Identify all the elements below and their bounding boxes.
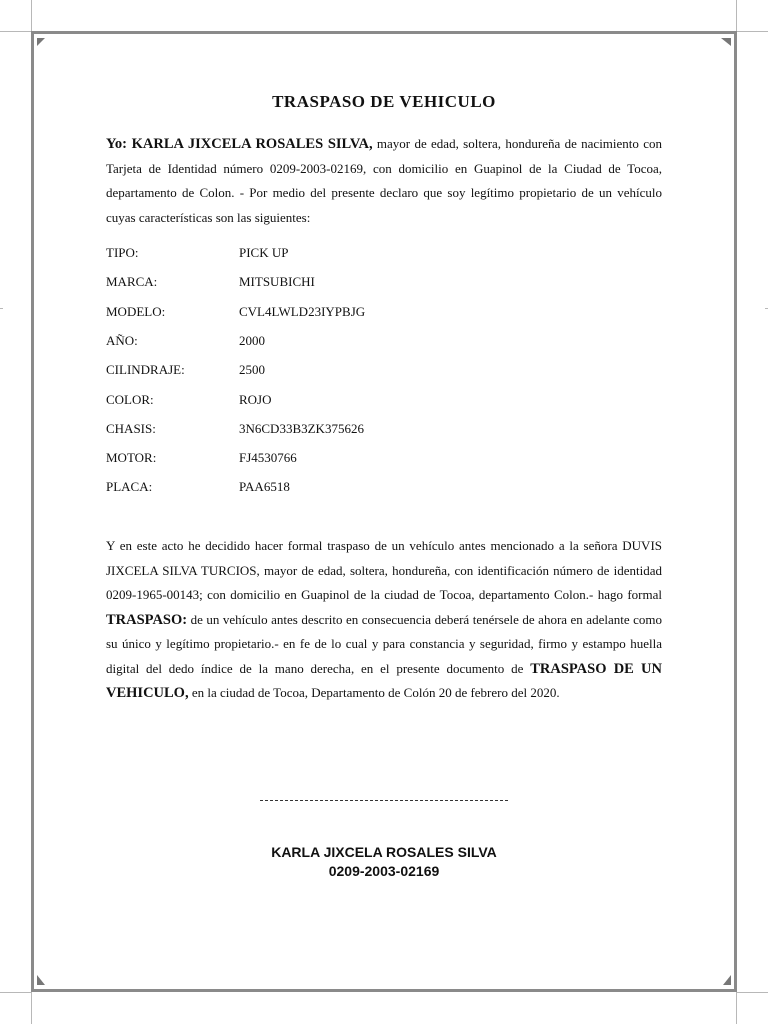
- vehicle-value: PICK UP: [239, 245, 289, 260]
- intro-text: mayor de edad, soltera, hondureña de nacimiento con Tarjeta de Identidad número 0209-2003-02169, con domicilio en Guapinol de la Ciudad de Tocoa, departamento de Colon. - Por medio del presente declaro que soy legítimo propietario de un vehículo cuyas características son las siguientes:: [106, 136, 663, 225]
- vehicle-value: 3N6CD33B3ZK375626: [239, 420, 364, 436]
- intro-lead: Yo: KARLA JIXCELA ROSALES SILVA,: [106, 136, 373, 152]
- document-title: TRASPASO DE VEHICULO: [272, 92, 496, 111]
- vehicle-value: 2500: [239, 362, 265, 378]
- vehicle-value: PAA6518: [239, 479, 290, 495]
- corner-ornament-icon: [37, 38, 47, 48]
- vehicle-value: FJ4530766: [239, 450, 297, 466]
- vehicle-label: COLOR:: [106, 391, 154, 407]
- intro-paragraph: [106, 132, 662, 230]
- crop-mark: [31, 992, 32, 1024]
- crop-mark: [737, 992, 768, 993]
- corner-ornament-icon: [721, 38, 731, 48]
- vehicle-label: CILINDRAJE:: [106, 362, 185, 378]
- crop-mark: [0, 31, 31, 32]
- crop-mark: [736, 0, 737, 31]
- crop-mark: [736, 992, 737, 1024]
- signature-name: KARLA JIXCELA ROSALES SILVA: [271, 844, 497, 860]
- corner-ornament-icon: [37, 975, 47, 985]
- vehicle-label: AÑO:: [106, 332, 138, 348]
- vehicle-label: CHASIS:: [106, 420, 156, 436]
- transfer-bold-1: TRASPASO:: [106, 611, 188, 628]
- transfer-text-1: Y en este acto he decidido hacer formal traspaso de un vehículo antes mencionado a la señora DUVIS JIXCELA SILVA TURCIOS, mayor de edad, soltera, hondureña, con identificación número de identidad 0209-1965-00143; con domicilio en Guapinol de la ciudad de Tocoa, departamento Colon.- hago formal: [106, 538, 662, 602]
- transfer-text-2: de un vehículo antes descrito en consecuencia deberá tenérsele de ahora en adelante como su único y legítimo propietario.- en fe de lo cual y para constancia y seguridad, firmo y estampo huella digital del dedo índice de la mano derecha, en el presente documento de: [106, 611, 662, 676]
- vehicle-label: TIPO:: [106, 245, 139, 260]
- transfer-bold-2: TRASPASO DE UN VEHICULO,: [106, 660, 663, 701]
- crop-mark: [31, 0, 32, 31]
- vehicle-label: PLACA:: [106, 479, 153, 495]
- vehicle-label: MARCA:: [106, 274, 158, 290]
- crop-mark: [0, 992, 31, 993]
- corner-ornament-icon: [721, 975, 731, 985]
- crop-mark: [737, 31, 768, 32]
- signature-line: [260, 800, 508, 801]
- vehicle-value: CVL4LWLD23IYPBJG: [239, 303, 366, 319]
- margin-guide: [0, 308, 3, 309]
- vehicle-label: MOTOR:: [106, 450, 157, 466]
- vehicle-value: MITSUBICHI: [239, 274, 315, 290]
- transfer-paragraph: [106, 534, 662, 706]
- transfer-text-3: en la ciudad de Tocoa, Departamento de Colón 20 de febrero del 2020.: [188, 685, 560, 700]
- vehicle-value: 2000: [239, 332, 265, 348]
- vehicle-label: MODELO:: [106, 303, 166, 319]
- signature-id: 0209-2003-02169: [328, 863, 440, 879]
- vehicle-value: ROJO: [239, 391, 272, 407]
